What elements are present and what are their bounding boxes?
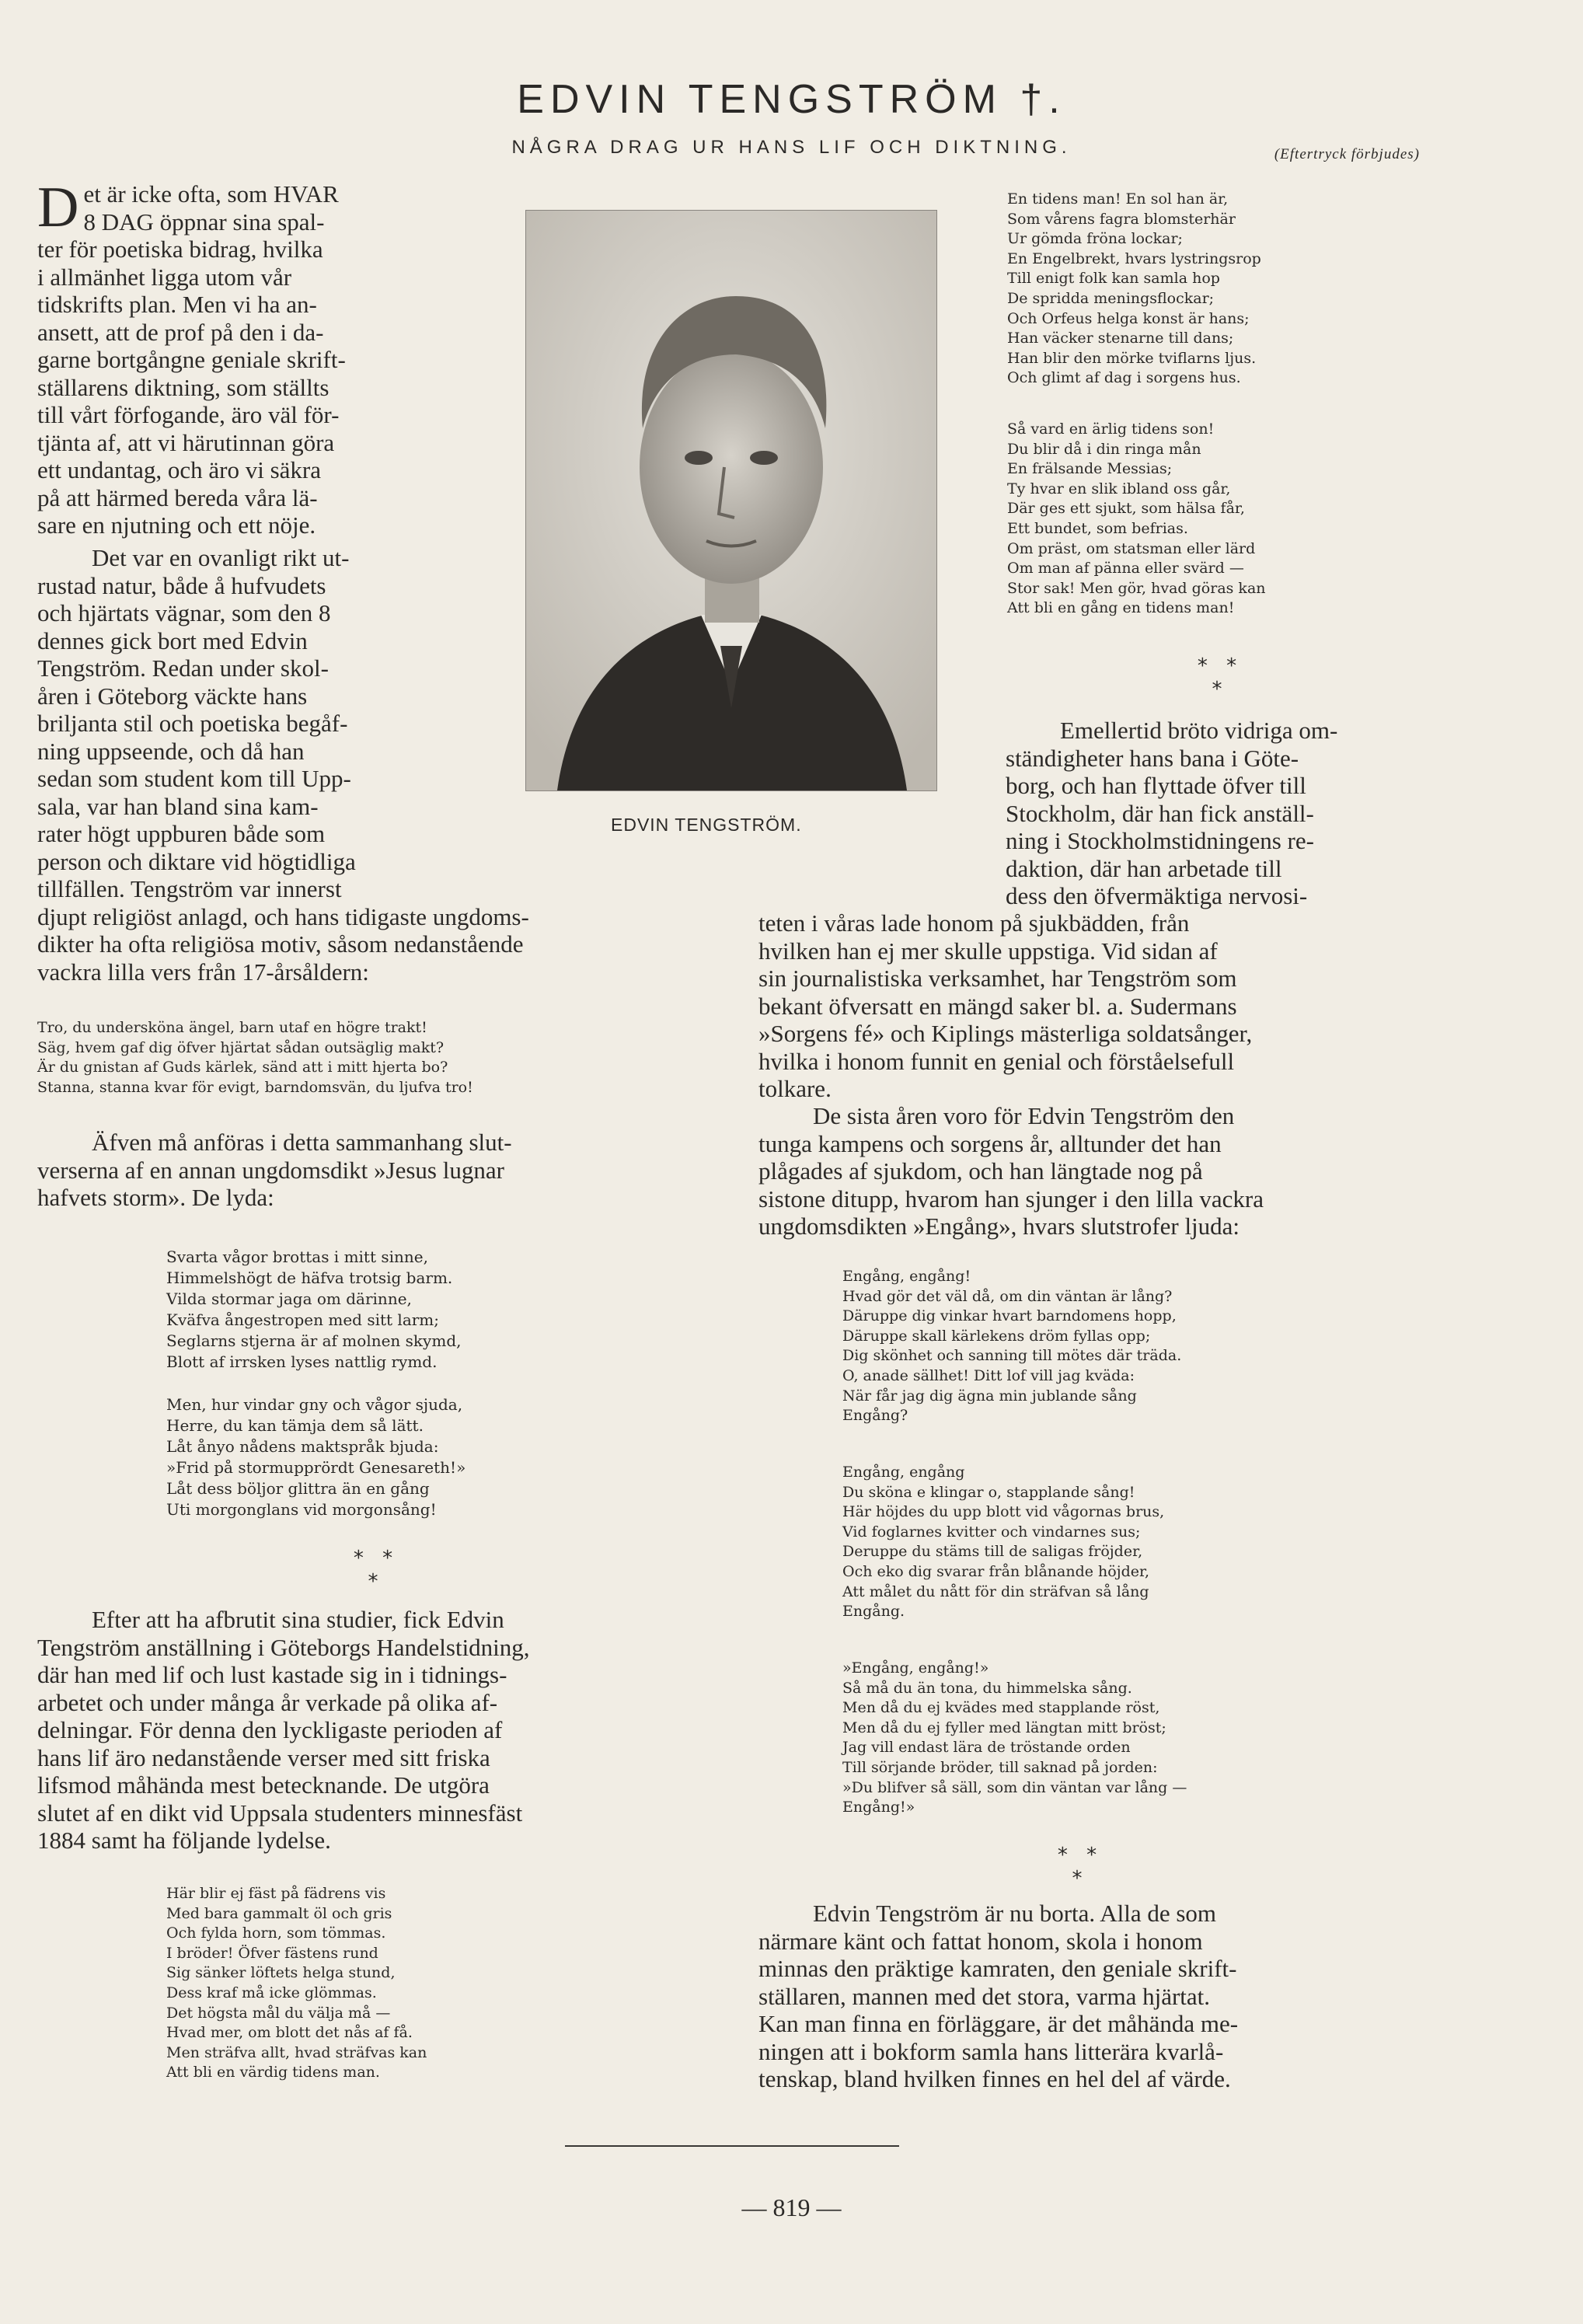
biography-paragraph: Det var en ovanligt rikt ut- rustad natur, både å hufvudets och hjärtats vägnar, som den 8 dennes gick bort med Edvin Tengström. Redan under skol- åren i Göteborg väckte hans briljanta stil och poetiska begåf- ning uppseende, och då han sedan som student kom till Upp- sala, var han bland sina kam- rater högt uppburen både som person och diktare vid högtidliga tillfällen. Tengström var innerst djupt religiöst anlagd, och hans tidigaste ungdoms- dikter ha ofta religiösa motiv, såsom nedanstående vackra lilla vers från 17-årsåldern: bbox=[37, 544, 529, 986]
footer-rule bbox=[565, 2145, 899, 2147]
translation-paragraph: teten i våras lade honom på sjukbädden, från hvilken han ej mer skulle uppstiga. Vid sidan af sin journalistiska verksamhet, har Tengström som bekant öfversatt en mängd saker bl. a. Sudermans »Sorgens fé» och Kiplings mästerliga soldatsånger, hvilka i honom funnit en genial och förståelsefull tolkare. bbox=[758, 909, 1253, 1102]
verse-storm-stanza-2: Men, hur vindar gny och vågor sjuda, Herre, du kan tämja dem så lätt. Låt ånyo nådens maktspråk bjuda: »Frid på stormupprördt Genesareth!» Låt dess böljor glittra än en gång Uti morgonglans vid morgonsång! bbox=[166, 1395, 466, 1519]
article-subtitle: NÅGRA DRAG UR HANS LIF OCH DIKTNING. bbox=[511, 137, 1072, 158]
section-divider-stars: * * * bbox=[353, 1547, 399, 1593]
portrait-caption: EDVIN TENGSTRÖM. bbox=[611, 815, 802, 835]
verse-tidens-man-stanza-2: Så vard en ärlig tidens son! Du blir då i din ringa mån En frälsande Messias; Ty hvar en slik ibland oss går, Där ges ett sjukt, som hälsa får, Ett bundet, som befrias. Om präst, om statsman eller lärd Om man af pänna eller svärd — Stor sak! Men gör, hvad göras kan Att bli en gång en tidens man! bbox=[1007, 420, 1266, 617]
verse-tidens-man-stanza-1: En tidens man! En sol han är, Som vårens fagra blomsterhär Ur gömda fröna lockar; En Engelbrekt, hvars lystringsrop Till enigt folk kan samla hop De spridda meningsflockar; Och Orfeus helga konst är hans; Han väcker stenarne till dans; Han blir den mörke tviflarns ljus. Och glimt af dag i sorgens hus. bbox=[1007, 190, 1261, 387]
section-divider-stars: * * * bbox=[1057, 1844, 1104, 1890]
section-divider-stars: * * * bbox=[1197, 654, 1243, 701]
portrait-image bbox=[526, 211, 936, 790]
verse-storm-stanza-1: Svarta vågor brottas i mitt sinne, Himmelshögt de häfva trotsig barm. Vilda stormar jaga om därinne, Kväfva ångestropen med sitt larm; Seglarns stjerna är af molnen skymd, Blott af irrsken lyses nattlig rymd. bbox=[166, 1247, 462, 1371]
intro-paragraph: Det är icke ofta, som HVAR 8 DAG öppnar sina spal- ter för poetiska bidrag, hvilka i allmänhet ligga utom vår tidskrifts plan. Men vi ha an- ansett, att de prof på den i da- garne bortgångne geniale skrift- ställarens diktning, som ställts till vårt förfogande, äro väl för- tjänta af, att vi härutinnan göra ett undantag, och äro vi säkra på att härmed bereda våra lä- sare en njutning och ett nöje. bbox=[37, 176, 346, 539]
closing-paragraph: Edvin Tengström är nu borta. Alla de som närmare känt och fattat honom, skola i honom minnas den präktige kamraten, den geniale skrift- ställaren, mannen med det stora, varma hjärtat. Kan man finna en förläggare, är det måhända me- ningen att i bokform samla hans litterära kvarlå- tenskap, bland hvilken finnes en hel del af värde. bbox=[758, 1900, 1239, 2092]
verse-tro: Tro, du underskönа ängel, barn utaf en högre trakt! Säg, hvem gaf dig öfver hjärtat sådan outsäglig makt? Är du gnistan af Guds kärlek, sänd att i mitt hjerta bo? Stanna, stanna kvar för evigt, barndomsvän, du ljufva tro! bbox=[37, 1019, 473, 1096]
reprint-note: (Eftertryck förbjudes) bbox=[1274, 146, 1420, 162]
article-title: EDVIN TENGSTRÖM †. bbox=[517, 77, 1066, 122]
verse-engang-stanza-2: Engång, engång Du sköna e klingar o, stapplande sång! Här höjdes du upp blott vid vågornas brus, Vid foglarnes kvitter och vindarnes sus; Deruppe du stäms till de saligas fröjder, Och eko dig svarar från blånande höjder, Att målet du nått för din sträfvan så lång Engång. bbox=[842, 1464, 1165, 1621]
storm-intro-paragraph: Äfven må anföras i detta sammanhang slut- verserna af en annan ungdomsdikt »Jesus lugnar hafvets storm». De lyda: bbox=[37, 1129, 512, 1211]
final-years-paragraph: De sista åren voro för Edvin Tengström den tunga kampens och sorgens år, alltunder det han plågades af sjukdom, och han längtade nog på sistone ditupp, hvarom han sjunger i den lilla vackra ungdomsdikten »Engång», hvars slutstrofer ljuda: bbox=[758, 1102, 1264, 1240]
portrait-photo bbox=[525, 210, 937, 791]
page-number: — 819 — bbox=[741, 2193, 842, 2221]
verse-engang-stanza-3: »Engång, engång!» Så må du än tona, du himmelska sång. Men då du ej kvädes med stapplande röst, Men då du ej fyller med längtan mitt bröst; Jag vill endast lära de tröstande orden Till sörjande bröder, till saknad på jorden: »Du blifver så säll, som din väntan var lång — Engång!» bbox=[842, 1659, 1187, 1816]
goteborg-paragraph: Efter att ha afbrutit sina studier, fick Edvin Tengström anställning i Göteborgs Handelstidning, där han med lif och lust kastade sig in i tidnings- arbetet och under många år verkade på olika af- delningar. För denna den lyckligaste perioden af hans lif äro nedanstående verser med sitt friska lifsmod måhända mest betecknande. De utgöra slutet af en dikt vid Uppsala studenters minnesfäst 1884 samt ha följande lydelse. bbox=[37, 1606, 530, 1854]
verse-uppsala: Här blir ej fäst på fädrens vis Med bara gammalt öl och gris Och fylda horn, som tömmas. I bröder! Öfver fästens rund Sig sänker löftets helga stund, Dess kraf må icke glömmas. Det högsta mål du välja må — Hvad mer, om blott det nås af få. Men sträfva allt, hvad sträfvas kan Att bli en värdig tidens man. bbox=[166, 1885, 427, 2081]
verse-engang-stanza-1: Engång, engång! Hvad gör det väl då, om din väntan är lång? Däruppe dig vinkar hvart barndomens hopp, Däruppe skall kärlekens dröm fyllas opp; Dig skönhet och sanning till mötes där träda. O, anade sällhet! Ditt lof vill jag kväda: När får jag dig ägna min jublande sång Engång? bbox=[842, 1268, 1182, 1425]
stockholm-paragraph: Emellertid bröto vidriga om- ständigheter hans bana i Göte- borg, och han flyttade öfver till Stockholm, där han fick anställ- ning i Stockholmstidningens re- daktion, där han arbetade till dess den öfvermäktiga nervosi- bbox=[1006, 717, 1338, 909]
